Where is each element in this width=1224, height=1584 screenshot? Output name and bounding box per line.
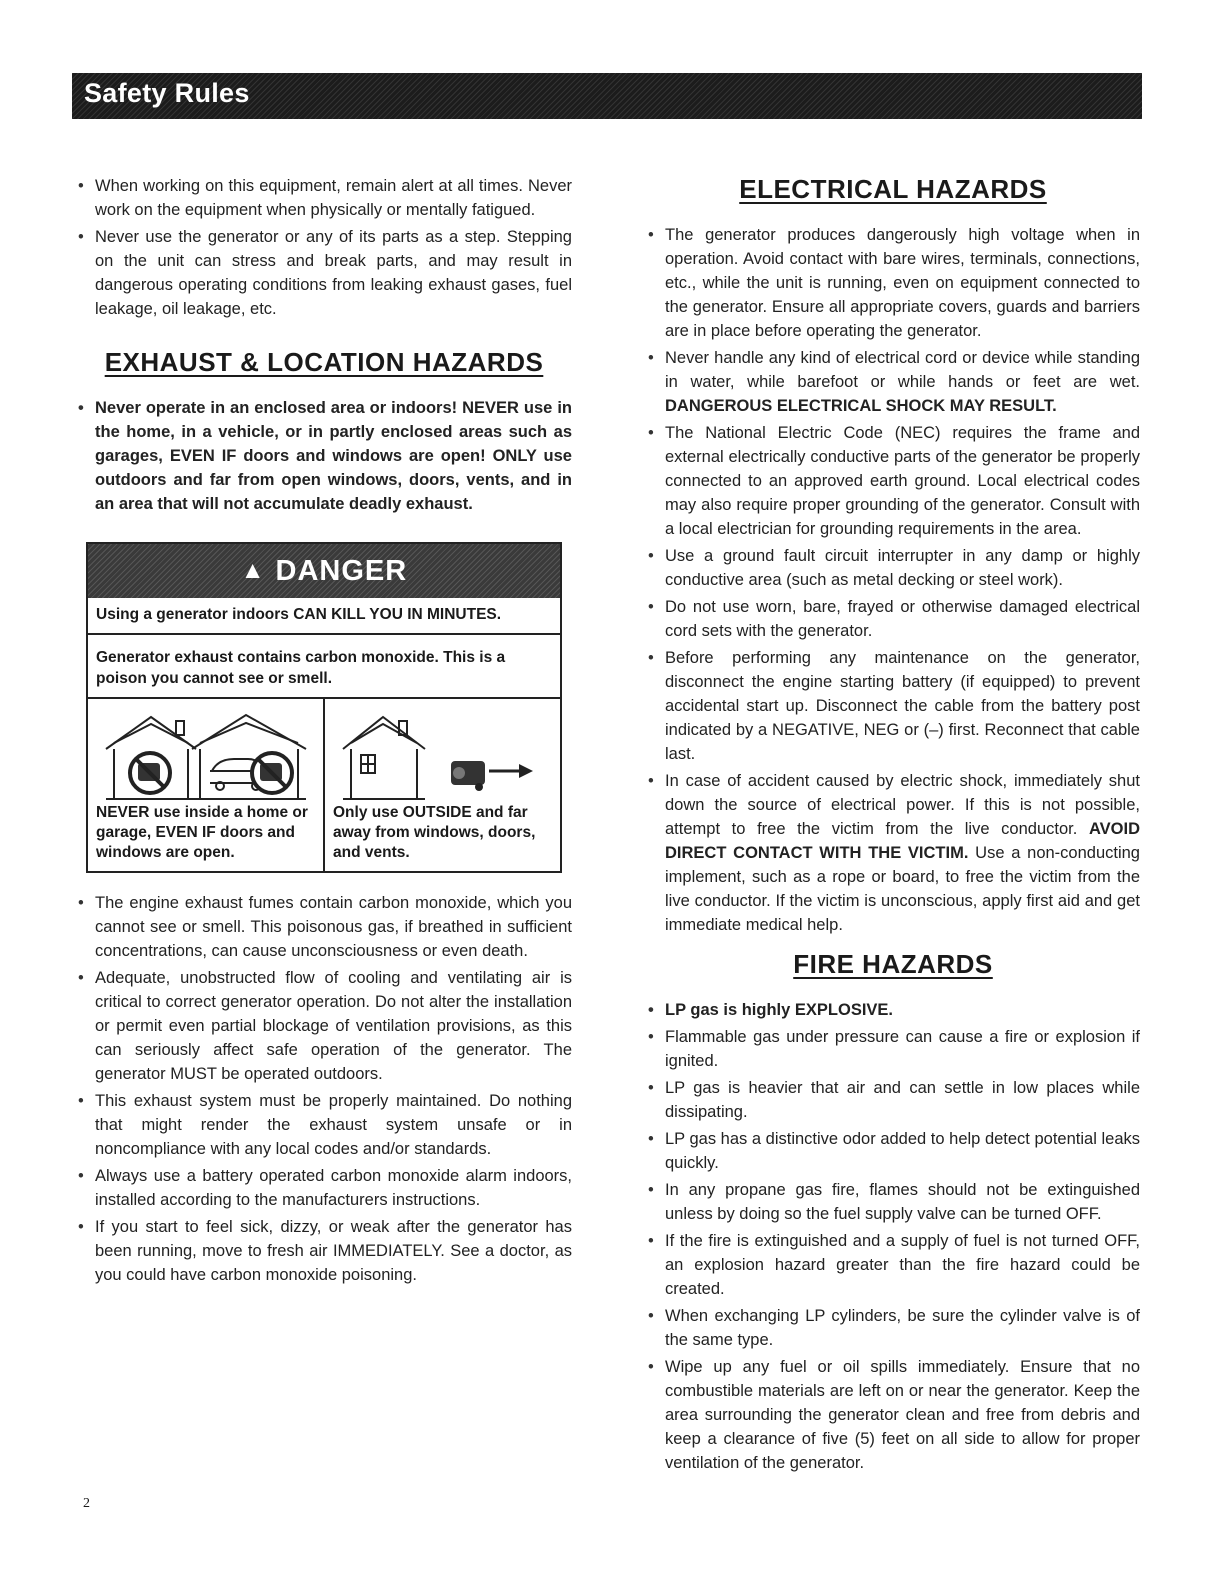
list-item: • In any propane gas fire, flames should not be extinguished unless by doing so the fuel supply valve can be turned OFF. xyxy=(646,1178,1140,1226)
list-item: • Do not use worn, bare, frayed or otherwise damaged electrical cord sets with the generator. xyxy=(646,595,1140,643)
list-item: • When working on this equipment, remain alert at all times. Never work on the equipment when physically or mentally fatigued. xyxy=(76,174,572,222)
danger-panel-indoors-text: NEVER use inside a home or garage, EVEN IF doors and windows are open. xyxy=(96,804,308,861)
intro-list xyxy=(76,174,572,321)
list-item: • Wipe up any fuel or oil spills immediately. Ensure that no combustible materials are left on or near the generator. Keep the area surrounding the generator clean and free from debris and keep a clearance of five (5) feet on all side to allow for proper ventilation of the generator. xyxy=(646,1355,1140,1475)
danger-label xyxy=(86,542,562,873)
danger-line-kill: Using a generator indoors CAN KILL YOU IN MINUTES. xyxy=(88,598,560,635)
electrical-section-title: ELECTRICAL HAZARDS xyxy=(739,174,1047,204)
list-item-text: Never handle any kind of electrical cord or device while standing in water, while barefoot or while hands or feet are wet. xyxy=(665,349,1140,391)
outdoor-use-icon xyxy=(325,699,560,801)
prohibited-indoor-use-icon xyxy=(88,699,323,801)
list-item: • LP gas is highly EXPLOSIVE. xyxy=(646,998,1140,1022)
list-item: • If the fire is extinguished and a supply of fuel is not turned OFF, an explosion hazard greater than the fire hazard could be created. xyxy=(646,1229,1140,1301)
exhaust-section-title: EXHAUST & LOCATION HAZARDS xyxy=(104,347,544,377)
shock-warning: DANGEROUS ELECTRICAL SHOCK MAY RESULT. xyxy=(665,397,1057,415)
list-item: • Adequate, unobstructed flow of cooling and ventilating air is critical to correct generator operation. Do not alter the installation or permit even partial blockage of ventilation provisions, as this can seriously affect safe operation of the generator. The generator MUST be operated outdoors. xyxy=(76,966,572,1086)
page-number: 2 xyxy=(83,1496,90,1511)
list-item-text: In case of accident caused by electric shock, immediately shut down the source of electrical power. If this is not possible, attempt to free the victim from the live conductor. xyxy=(665,772,1140,838)
right-column xyxy=(646,174,1140,1478)
list-item: • Always use a battery operated carbon monoxide alarm indoors, installed according to the manufacturers instructions. xyxy=(76,1164,572,1212)
list-item: • Never use the generator or any of its parts as a step. Stepping on the unit can stress and break parts, and may result in dangerous operating conditions from leaking exhaust gases, fuel leakage, oil leakage, etc. xyxy=(76,225,572,321)
list-item-text: Use a non-conducting implement, such as a rope or board, to free the victim from the live conductor. If the victim is unconscious, apply first aid and get immediate medical help. xyxy=(665,844,1140,934)
list-item: • The generator produces dangerously high voltage when in operation. Avoid contact with bare wires, terminals, connections, etc., while the unit is running, even on equipment connected to the generator. Ensure all appropriate covers, guards and barriers are in place before operating the generator. xyxy=(646,223,1140,343)
danger-header xyxy=(88,544,560,598)
page-title: Safety Rules xyxy=(84,78,250,108)
list-item: • The engine exhaust fumes contain carbon monoxide, which you cannot see or smell. This poisonous gas, if breathed in sufficient concentrations, can cause unconsciousness or even death. xyxy=(76,891,572,963)
list-item xyxy=(646,769,1140,937)
fire-section-title: FIRE HAZARDS xyxy=(793,949,993,979)
list-item: • When exchanging LP cylinders, be sure the cylinder valve is of the same type. xyxy=(646,1304,1140,1352)
list-item: • This exhaust system must be properly maintained. Do nothing that might render the exhaust system unsafe or in noncompliance with any local codes and/or standards. xyxy=(76,1089,572,1161)
danger-line-carbon-monoxide: Generator exhaust contains carbon monoxide. This is a poison you cannot see or smell. xyxy=(88,635,560,699)
avoid-contact-warning: AVOID DIRECT CONTACT WITH THE VICTIM. xyxy=(665,820,1140,862)
warning-triangle-icon: ▲ xyxy=(240,557,266,584)
left-column xyxy=(76,174,572,1290)
danger-title: DANGER xyxy=(275,554,408,587)
danger-panel-outdoors-text: Only use OUTSIDE and far away from windows, doors, and vents. xyxy=(333,804,536,861)
danger-panel-outdoors xyxy=(323,699,560,871)
list-item: • Use a ground fault circuit interrupter in any damp or highly conductive area (such as metal decking or steel work). xyxy=(646,544,1140,592)
list-item: • The National Electric Code (NEC) requires the frame and external electrically conductive parts of the generator be properly connected to an approved earth ground. Local electrical codes may also require proper grounding of the generator. Consult with a local electrician for grounding requirements in the area. xyxy=(646,421,1140,541)
danger-panel-indoors xyxy=(88,699,323,871)
exhaust-lead-list xyxy=(76,396,572,516)
exhaust-list xyxy=(76,891,572,1287)
list-item xyxy=(646,346,1140,418)
list-item: • LP gas is heavier that air and can settle in low places while dissipating. xyxy=(646,1076,1140,1124)
exhaust-lead-warning: • Never operate in an enclosed area or indoors! NEVER use in the home, in a vehicle, or in partly enclosed areas such as garages, EVEN IF doors and windows are open! ONLY use outdoors and far from open windows, doors, vents, and in an area that will not accumulate deadly exhaust. xyxy=(76,396,572,516)
list-item: • Flammable gas under pressure can cause a fire or explosion if ignited. xyxy=(646,1025,1140,1073)
list-item: • Before performing any maintenance on the generator, disconnect the engine starting battery (if equipped) to prevent accidental start up. Disconnect the cable from the battery post indicated by a NEGATIVE, NEG or (–) first. Reconnect that cable last. xyxy=(646,646,1140,766)
header-bar xyxy=(72,73,1142,119)
electrical-list xyxy=(646,223,1140,937)
danger-panels xyxy=(88,699,560,871)
list-item: • If you start to feel sick, dizzy, or weak after the generator has been running, move to fresh air IMMEDIATELY. See a doctor, as you could have carbon monoxide poisoning. xyxy=(76,1215,572,1287)
fire-list xyxy=(646,998,1140,1475)
list-item: • LP gas has a distinctive odor added to help detect potential leaks quickly. xyxy=(646,1127,1140,1175)
